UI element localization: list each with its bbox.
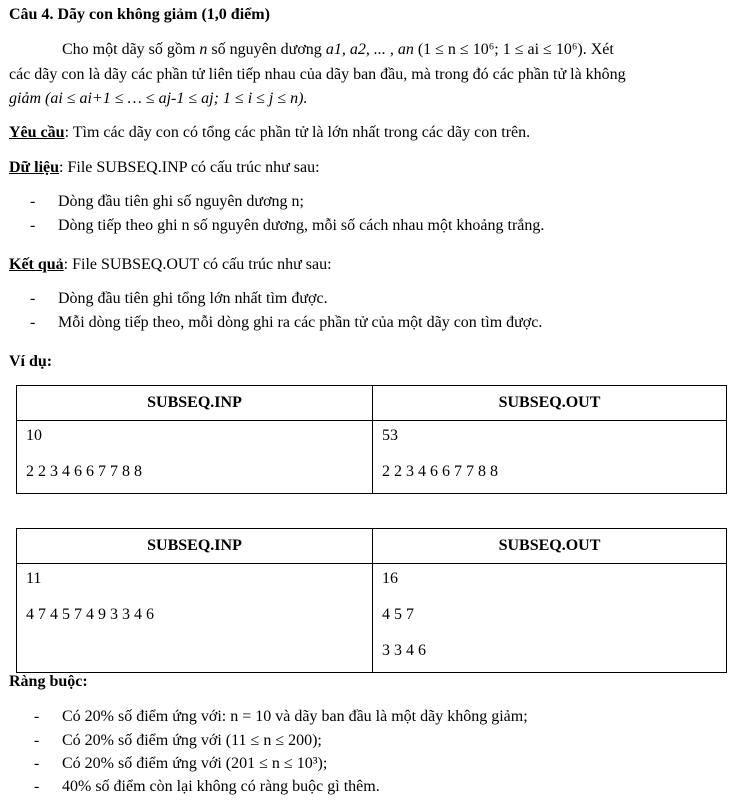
constraint-bullet: - Có 20% số điểm ứng với (11 ≤ n ≤ 200); xyxy=(34,732,322,749)
input-bullet: - Dòng tiếp theo ghi n số nguyên dương, mỗi số cách nhau một khoảng trắng. xyxy=(30,217,545,234)
intro-line-1: Cho một dãy số gồm n số nguyên dương a1, a2, ... , an (1 ≤ n ≤ 10⁶; 1 ≤ ai ≤ 10⁶). Xét xyxy=(62,41,614,58)
constraint-bullet: - 40% số điểm còn lại không có ràng buộc gì thêm. xyxy=(34,778,380,795)
constraints-label: Ràng buộc: xyxy=(9,673,88,690)
example-table-2 xyxy=(16,528,727,673)
example-table-1 xyxy=(16,385,727,494)
table-header-output: SUBSEQ.OUT xyxy=(373,386,727,421)
output-bullet: - Mỗi dòng tiếp theo, mỗi dòng ghi ra các phần tử của một dãy con tìm được. xyxy=(30,314,543,331)
table-header-output: SUBSEQ.OUT xyxy=(373,529,727,564)
output-cell: 53 2 2 3 4 6 6 7 7 8 8 xyxy=(373,421,727,494)
input-cell: 11 4 7 4 5 7 4 9 3 3 4 6 xyxy=(17,564,373,673)
question-title: Câu 4. Dãy con không giảm (1,0 điểm) xyxy=(9,6,270,23)
output-cell: 16 4 5 7 3 3 4 6 xyxy=(373,564,727,673)
example-label: Ví dụ: xyxy=(9,353,53,370)
table-header-input: SUBSEQ.INP xyxy=(17,386,373,421)
requirement: Yêu cầu: Tìm các dãy con có tổng các phần tử là lớn nhất trong các dãy con trên. xyxy=(9,124,531,141)
table-header-input: SUBSEQ.INP xyxy=(17,529,373,564)
output-section-heading: Kết quả: File SUBSEQ.OUT có cấu trúc như sau: xyxy=(9,256,332,273)
constraint-bullet: - Có 20% số điểm ứng với: n = 10 và dãy ban đầu là một dãy không giảm; xyxy=(34,708,528,725)
intro-line-3: giảm (ai ≤ ai+1 ≤ … ≤ aj-1 ≤ aj; 1 ≤ i ≤ j ≤ n). xyxy=(9,90,308,107)
intro-line-2: các dãy con là dãy các phần tử liên tiếp nhau của dãy ban đầu, mà trong đó các phần tử là không xyxy=(9,66,626,83)
input-section-heading: Dữ liệu: File SUBSEQ.INP có cấu trúc như sau: xyxy=(9,159,320,176)
constraint-bullet: - Có 20% số điểm ứng với (201 ≤ n ≤ 10³); xyxy=(34,755,328,772)
input-cell: 10 2 2 3 4 6 6 7 7 8 8 xyxy=(17,421,373,494)
output-bullet: - Dòng đầu tiên ghi tổng lớn nhất tìm được. xyxy=(30,290,328,307)
input-bullet: - Dòng đầu tiên ghi số nguyên dương n; xyxy=(30,193,304,210)
